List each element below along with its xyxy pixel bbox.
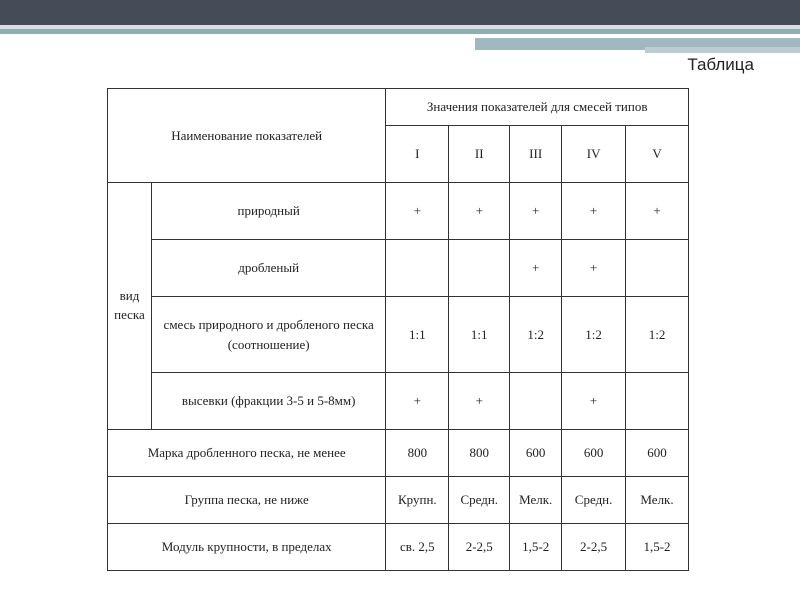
row-label: смесь природного и дробленого песка (соотношение) [151,297,385,373]
row-label: Группа песка, не ниже [108,477,386,524]
table-caption: Таблица [687,55,754,74]
cell: + [510,240,562,297]
header-type-V: V [626,126,689,183]
header-type-IV: IV [562,126,626,183]
cell: + [449,183,510,240]
cell: Средн. [449,477,510,524]
cell: + [562,240,626,297]
cell: Средн. [562,477,626,524]
cell: + [510,183,562,240]
header-type-I: I [386,126,449,183]
header-type-II: II [449,126,510,183]
cell: Крупн. [386,477,449,524]
cell: 1:1 [449,297,510,373]
cell: 800 [449,430,510,477]
header-indicator-name: Наименование показателей [108,89,386,183]
row-label: Модуль крупности, в пределах [108,524,386,571]
table-row [108,373,689,430]
header-type-III: III [510,126,562,183]
cell: 600 [562,430,626,477]
cell: 800 [386,430,449,477]
cell: + [386,373,449,430]
sand-type-group-label: вид песка [108,183,152,430]
cell: 1,5-2 [510,524,562,571]
row-label: высевки (фракции 3-5 и 5-8мм) [151,373,385,430]
cell: 1:2 [626,297,689,373]
row-label: Марка дробленного песка, не менее [108,430,386,477]
cell [510,373,562,430]
cell: + [626,183,689,240]
cell [386,240,449,297]
cell: + [386,183,449,240]
cell: 1,5-2 [626,524,689,571]
cell [449,240,510,297]
cell: 1:1 [386,297,449,373]
cell [626,240,689,297]
table-row [108,240,689,297]
cell: + [562,183,626,240]
table-row [108,524,689,571]
slide-right-ribbon-light [645,47,800,53]
slide-top-bar [0,0,800,25]
table-row [108,477,689,524]
cell: 1:2 [510,297,562,373]
cell: + [562,373,626,430]
table-row [108,430,689,477]
cell: Мелк. [626,477,689,524]
indicators-table [107,88,689,571]
cell: + [449,373,510,430]
cell: 1:2 [562,297,626,373]
row-label: природный [151,183,385,240]
row-label: дробленый [151,240,385,297]
header-values-title: Значения показателей для смесей типов [386,89,689,126]
cell: Мелк. [510,477,562,524]
cell: 600 [510,430,562,477]
cell [626,373,689,430]
cell: 2-2,5 [562,524,626,571]
cell: 600 [626,430,689,477]
cell: 2-2,5 [449,524,510,571]
table-row [108,297,689,373]
table-row [108,183,689,240]
cell: св. 2,5 [386,524,449,571]
slide-top-accent-line [0,29,800,34]
